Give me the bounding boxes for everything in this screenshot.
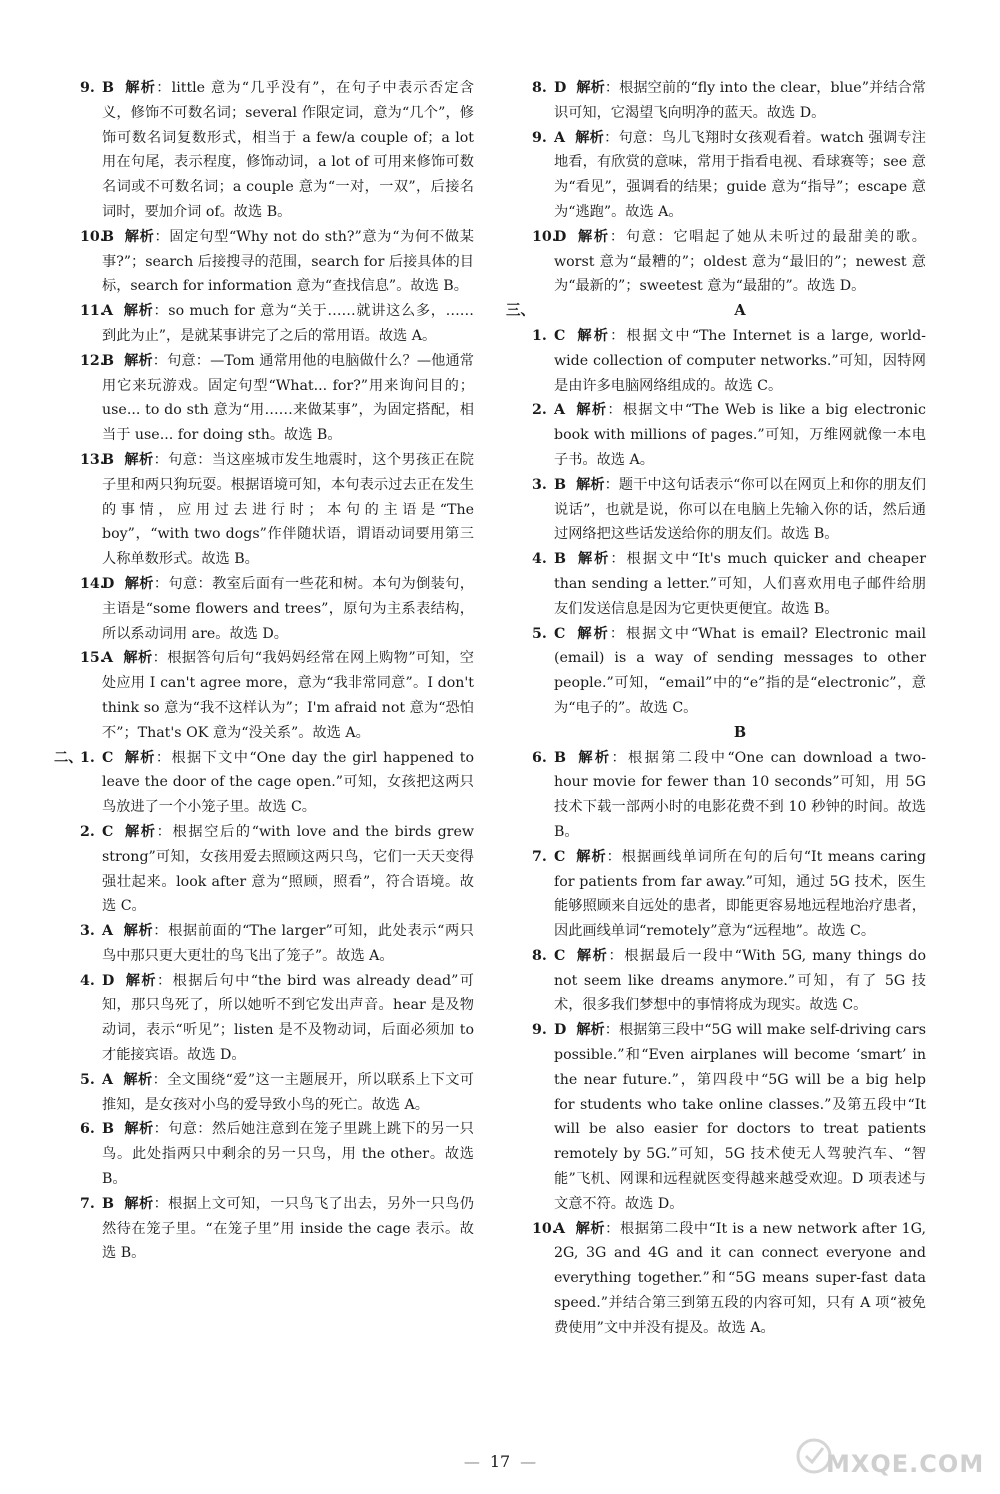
analysis-text: ：根据第三段中“5G will make self-driving cars possible.”和“Even airplanes will become ‘smart’ in the near future.”，第四段中“5G will be a big help for students who take online classes.”及第五段中“It will be also easier for doctors to treat patients remotely by 5G.”可知，5G 技术使无人驾驶汽车、“智能”飞机、网课和远程就医变得越来越受欢迎。D 项表述与文意不符。故选 D。: [554, 1022, 926, 1212]
question-number: 10.: [80, 228, 105, 245]
analysis-text: ：句意：当这座城市发生地震时，这个男孩正在院子里和两只狗玩耍。根据语境可知，本句表示过去正在发生的事情，应用过去进行时；本句的主语是“The boy”，“with two dogs”作伴随状语，谓语动词要用第三人称单数形式。故选 B。: [102, 451, 474, 568]
analysis-text: ：全文围绕“爱”这一主题展开，所以联系上下文可推知，是女孩对小鸟的爱导致小鸟的死亡。故选 A。: [102, 1071, 474, 1113]
answer-entry: [54, 225, 474, 299]
answer-entry: [54, 1192, 474, 1266]
question-number: 10.: [532, 1220, 557, 1237]
section-subhead: [506, 721, 926, 746]
analysis-text: ：根据下文中“One day the girl happened to leave the door of the cage open.”可知，女孩把这两只鸟放进了一个小笼子里。故选 C。: [102, 749, 474, 816]
analysis-text: ：题干中这句话表示“你可以在网页上和你的朋友们说话”，也就是说，你可以在电脑上先输入你的话，然后通过网络把这些话发送给你的朋友们。故选 B。: [554, 476, 926, 543]
answer-entry: [54, 76, 474, 225]
answer-letter: A: [554, 129, 566, 146]
analysis-label: 解析: [576, 749, 612, 766]
answer-letter: A: [102, 923, 114, 940]
analysis-text: ：根据空前的“fly into the clear，blue”并结合常识可知，它渴望飞向明净的蓝天。故选 D。: [554, 80, 926, 121]
answer-entry: [506, 473, 926, 547]
answer-letter: D: [554, 228, 567, 245]
question-number: 11.: [80, 303, 105, 320]
analysis-label: 解析: [575, 848, 607, 865]
answer-entry: [506, 1217, 926, 1341]
analysis-label: 解析: [124, 228, 155, 245]
answer-entry: [506, 126, 926, 225]
answer-entry: [54, 572, 474, 646]
question-number: 13.: [80, 451, 105, 468]
answer-entry: [54, 299, 474, 349]
section-number: 三、: [506, 302, 535, 320]
question-number: 9.: [80, 80, 95, 96]
analysis-text: ：根据第二段中“One can download a two-hour movie for fewer than 10 seconds”可知，用 5G 技术下载一部两小时的电影花费不到 10 秒钟的时间。故选 B。: [554, 749, 926, 840]
analysis-label: 解析: [124, 451, 154, 468]
answer-letter: B: [102, 352, 114, 369]
question-number: 7.: [80, 1195, 95, 1212]
analysis-label: 解析: [123, 303, 154, 320]
answer-entry: [506, 1018, 926, 1216]
analysis-label: 解析: [123, 823, 157, 840]
answer-entry: [506, 76, 926, 126]
analysis-label: 解析: [123, 1071, 153, 1088]
answer-letter: A: [102, 1071, 114, 1088]
section-number: 二、: [54, 749, 83, 766]
answer-entry: [506, 324, 926, 398]
analysis-text: ：little 意为“几乎没有”，在句子中表示否定含义，修饰不可数名词；several 作限定词，意为“几个”，修饰可数名词复数形式，相当于 a few/a couple of；a lot 用在句尾，表示程度，修饰动词，a lot of 可用来修饰可数名词或不可数名词；a couple 意为“一对，一双”，后接名词时，要加介词 of。故选 B。: [102, 80, 474, 220]
answer-entry: [506, 398, 926, 472]
question-number: 5.: [80, 1071, 95, 1088]
answer-letter: C: [554, 327, 566, 344]
question-number: 4.: [80, 972, 95, 989]
answer-entry: [506, 845, 926, 944]
answer-entry: [506, 944, 926, 1018]
analysis-text: ：根据答句后句“我妈妈经常在网上购物”可知，空处应用 I can't agree more，意为“我非常同意”。I don't think so 意为“我不这样认为”；I'm afraid not 意为“恐怕不”；That's OK 意为“没关系”。故选 A。: [102, 650, 474, 741]
answer-letter: A: [102, 650, 114, 667]
analysis-text: ：根据上文可知，一只鸟飞了出去，另外一只鸟仍然待在笼子里。“在笼子里”用 inside the cage 表示。故选 B。: [102, 1195, 474, 1262]
answer-letter: B: [102, 1195, 114, 1212]
answer-entry: [54, 448, 474, 572]
answer-letter: D: [102, 575, 115, 592]
answer-entry: [54, 746, 474, 820]
analysis-text: ：根据后句中“the bird was already dead”可知，那只鸟死了，所以她听不到它发出声音。hear 是及物动词，表示“听见”；listen 是不及物动词，后面必须加 to 才能接宾语。故选 D。: [102, 972, 474, 1064]
answer-letter: B: [102, 451, 114, 468]
answer-entry: [54, 349, 474, 448]
passage-label: B: [733, 723, 747, 741]
analysis-label: 解析: [123, 650, 153, 667]
answer-entry: [54, 1117, 474, 1191]
answer-entry: [506, 547, 926, 621]
answer-letter: C: [554, 947, 566, 964]
question-number: 14.: [80, 575, 105, 592]
answer-letter: B: [102, 1121, 114, 1138]
question-number: 8.: [532, 947, 547, 964]
watermark: [792, 1416, 985, 1482]
answer-letter: A: [554, 402, 566, 419]
question-number: 4.: [532, 551, 547, 568]
answer-letter: D: [554, 1022, 567, 1039]
analysis-label: 解析: [124, 972, 157, 989]
analysis-label: 解析: [576, 228, 610, 245]
analysis-label: 解析: [575, 402, 608, 419]
analysis-text: ：根据最后一段中“With 5G, many things do not seem like dreams anymore.”可知，有了 5G 技术，很多我们梦想中的事情将成为现实。故选 C。: [554, 947, 926, 1014]
question-number: 8.: [532, 80, 547, 96]
passage-label: A: [734, 302, 746, 320]
answer-letter: D: [554, 80, 567, 96]
analysis-text: ：句意：鸟儿飞翔时女孩观看着。watch 强调专注地看，有欣赏的意味，常用于指看电视、看球赛等；see 意为“看见”，强调看的结果；guide 意为“指导”；escape 意为“逃跑”。故选 A。: [554, 129, 926, 220]
answer-letter: A: [554, 1220, 566, 1237]
answer-letter: B: [102, 80, 114, 96]
question-number: 6.: [532, 749, 547, 766]
analysis-label: 解析: [576, 551, 611, 568]
answer-letter: B: [554, 749, 566, 766]
answer-letter: C: [554, 848, 566, 865]
analysis-label: 解析: [123, 923, 154, 940]
analysis-text: ：根据文中“The Web is like a big electronic book with millions of pages.”可知，万维网就像一本电子书。故选 A。: [554, 402, 926, 468]
question-number: 1.: [532, 327, 547, 344]
analysis-label: 解析: [124, 1121, 154, 1138]
analysis-label: 解析: [124, 352, 153, 369]
answer-letter: B: [102, 228, 114, 245]
answer-letter: A: [102, 303, 114, 320]
left-column: [54, 76, 474, 1266]
section-subhead: [506, 299, 926, 324]
right-column: [506, 76, 926, 1341]
answer-letter: B: [554, 476, 566, 493]
analysis-label: 解析: [123, 749, 156, 766]
question-number: 9.: [532, 1022, 547, 1039]
answer-letter: D: [102, 972, 115, 989]
analysis-label: 解析: [576, 1022, 605, 1039]
analysis-label: 解析: [124, 1195, 154, 1212]
answer-entry: [506, 746, 926, 845]
question-number: 15.: [80, 650, 105, 667]
answer-entry: [54, 969, 474, 1068]
answer-entry: [54, 820, 474, 919]
page-number-text: 17: [489, 1452, 511, 1471]
question-number: 2.: [532, 402, 547, 419]
answer-letter: C: [554, 625, 566, 642]
question-number: 7.: [532, 848, 547, 865]
dash-right: —: [520, 1452, 537, 1471]
analysis-text: ：根据文中“It's much quicker and cheaper than sending a letter.”可知，人们喜欢用电子邮件给朋友们发送信息是因为它更快更便宜。故选 B。: [554, 551, 926, 617]
question-number: 1.: [80, 749, 95, 766]
answer-entry: [506, 225, 926, 299]
analysis-text: ：句意：教室后面有一些花和树。本句为倒装句，主语是“some flowers and trees”，原句为主系表结构，所以系动词用 are。故选 D。: [102, 575, 474, 642]
answer-entry: [54, 1068, 474, 1118]
analysis-label: 解析: [124, 80, 157, 96]
answer-entry: [54, 919, 474, 969]
analysis-text: ：根据空后的“with love and the birds grew strong”可知，女孩用爱去照顾这两只鸟，它们一天天变得强壮起来。look after 意为“照顾，照看”，符合语境。故选 C。: [102, 823, 474, 915]
question-number: 3.: [80, 923, 95, 940]
analysis-text: ：根据画线单词所在句的后句“It means caring for patients from far away.”可知，通过 5G 技术，医生能够照顾来自远处的患者，即能更容易地远程地治疗患者，因此画线单词“remotely”意为“远程地”。故选 C。: [554, 848, 926, 940]
analysis-text: ：根据第二段中“It is a new network after 1G, 2G, 3G and 4G and it can connect everyone and everything together.”和“5G means super-fast data speed.”并结合第三到第五段的内容可知，只有 A 项“被免费使用”文中并没有提及。故选 A。: [554, 1220, 926, 1336]
analysis-label: 解析: [576, 80, 605, 96]
question-number: 5.: [532, 625, 547, 642]
analysis-label: 解析: [124, 575, 154, 592]
question-number: 9.: [532, 129, 547, 146]
question-number: 10.: [532, 228, 557, 245]
analysis-text: ：so much for 意为“关于……就讲这么多，……到此为止”，是就某事讲完了之后的常用语。故选 A。: [102, 303, 474, 344]
analysis-label: 解析: [575, 327, 611, 344]
answer-letter: C: [102, 823, 114, 840]
analysis-text: ：句意：—Tom 通常用他的电脑做什么？—他通常用它来玩游戏。固定句型“What... for?”用来询问目的；use... to do sth 意为“用……来做某事”，为固定搭配，相当于 use... for doing sth。故选 B。: [102, 352, 474, 444]
watermark-text: MXQE.COM: [826, 1450, 985, 1478]
analysis-text: ：句意：然后她注意到在笼子里跳上跳下的另一只鸟。此处指两只中剩余的另一只鸟，用 the other。故选 B。: [102, 1121, 474, 1188]
question-number: 3.: [532, 476, 547, 493]
question-number: 12.: [80, 352, 105, 369]
question-number: 2.: [80, 823, 95, 840]
analysis-label: 解析: [575, 625, 610, 642]
answer-entry: [54, 646, 474, 745]
analysis-label: 解析: [576, 476, 605, 493]
answer-entry: [506, 622, 926, 721]
analysis-text: ：句意：它唱起了她从未听过的最甜美的歌。worst 意为“最糟的”；oldest 意为“最旧的”；newest 意为“最新的”；sweetest 意为“最甜的”。故选 D。: [554, 228, 926, 295]
analysis-text: ：根据文中“The Internet is a large, world-wide collection of computer networks.”可知，因特网是由许多电脑网络组成的。故选 C。: [554, 327, 926, 394]
answer-letter: C: [102, 749, 114, 766]
analysis-text: ：固定句型“Why not do sth?”意为“为何不做某事?”；search 后接搜寻的范围，search for 后接具体的目标，search for information 意为“查找信息”。故选 B。: [102, 228, 474, 295]
analysis-text: ：根据文中“What is email? Electronic mail (email) is a way of sending messages to other people.”可知，“email”中的“e”指的是“electronic”，意为“电子的”。故选 C。: [554, 625, 926, 716]
analysis-text: ：根据前面的“The larger”可知，此处表示“两只鸟中那只更大更壮的鸟飞出了笼子”。故选 A。: [102, 923, 474, 964]
analysis-label: 解析: [575, 947, 609, 964]
analysis-label: 解析: [575, 129, 605, 146]
question-number: 6.: [80, 1121, 95, 1138]
dash-left: —: [463, 1452, 480, 1471]
analysis-label: 解析: [575, 1220, 606, 1237]
answer-letter: B: [554, 551, 566, 568]
